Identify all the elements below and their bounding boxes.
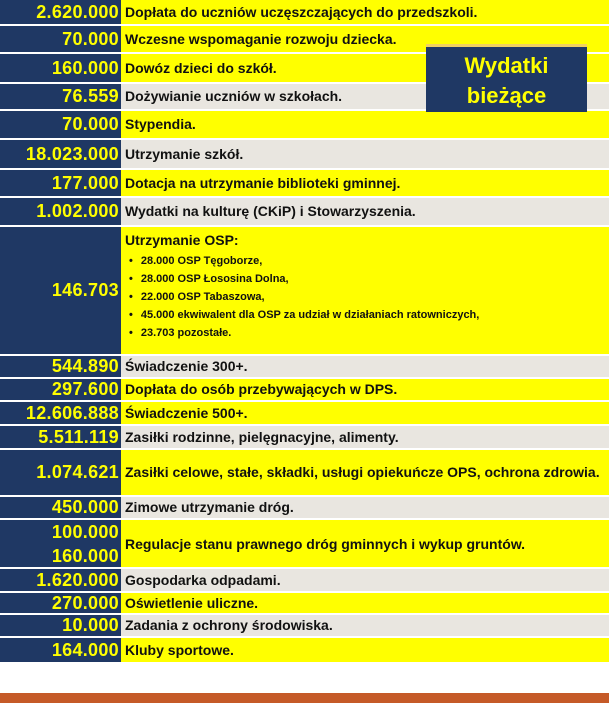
amount-cell xyxy=(0,615,121,636)
table-row xyxy=(0,0,609,26)
table-row xyxy=(0,638,609,664)
description-cell xyxy=(121,111,609,138)
description-cell xyxy=(121,170,609,196)
amount-value: 450.000 xyxy=(51,497,119,517)
description-text: Wydatki na kulturę (CKiP) i Stowarzyszenia. xyxy=(125,203,416,219)
table-row xyxy=(0,379,609,402)
description-text: Świadczenie 300+. xyxy=(125,358,248,374)
badge-line-1: Wydatki xyxy=(464,53,549,78)
sub-list-item: • 28.000 OSP Łososina Dolna, xyxy=(125,270,609,288)
table-row xyxy=(0,170,609,198)
amount-value: 70.000 xyxy=(62,28,119,49)
amount-cell xyxy=(0,569,121,591)
amount-cell xyxy=(0,0,121,24)
description-cell xyxy=(121,140,609,168)
description-text: Oświetlenie uliczne. xyxy=(125,594,259,611)
amount-cell xyxy=(0,497,121,518)
amount-cell xyxy=(0,426,121,448)
table-row xyxy=(0,593,609,615)
amount-value: 1.074.621 xyxy=(36,462,119,482)
description-cell xyxy=(121,0,609,24)
table-row xyxy=(0,111,609,140)
description-text: Dożywianie uczniów w szkołach. xyxy=(125,88,343,104)
amount-value: 177.000 xyxy=(51,172,119,193)
description-cell xyxy=(121,426,609,448)
description-text: Kluby sportowe. xyxy=(125,641,234,658)
description-text: Gospodarka odpadami. xyxy=(125,571,281,588)
description-text: Dopłata do osób przebywających w DPS. xyxy=(125,381,398,397)
amount-value: 544.890 xyxy=(51,356,119,376)
sub-list-item: • 23.703 pozostałe. xyxy=(125,324,609,342)
amount-value: 1.620.000 xyxy=(36,569,119,590)
amount-cell xyxy=(0,638,121,662)
amount-value: 10.000 xyxy=(62,615,119,635)
description-cell xyxy=(121,497,609,518)
description-cell xyxy=(121,638,609,662)
description-text: Dotacja na utrzymanie biblioteki gminnej. xyxy=(125,174,401,191)
amount-cell xyxy=(0,450,121,495)
table-row xyxy=(0,497,609,520)
amount-cell xyxy=(0,227,121,354)
sub-list-item: • 45.000 ekwiwalent dla OSP za udział w działaniach ratowniczych, xyxy=(125,306,609,324)
description-cell xyxy=(121,402,609,424)
amount-cell xyxy=(0,198,121,225)
amount-value: 297.600 xyxy=(51,379,119,399)
description-text: Zasiłki celowe, stałe, składki, usługi opiekuńcze OPS, ochrona zdrowia. xyxy=(125,464,600,480)
table-row xyxy=(0,140,609,170)
table-row xyxy=(0,402,609,426)
amount-value: 12.606.888 xyxy=(25,402,119,423)
description-cell xyxy=(121,379,609,400)
description-text: Regulacje stanu prawnego dróg gminnych i wykup gruntów. xyxy=(125,535,526,552)
table-row xyxy=(0,450,609,497)
description-text: Utrzymanie szkół. xyxy=(125,145,244,162)
table-row xyxy=(0,356,609,379)
description-text: Zimowe utrzymanie dróg. xyxy=(125,499,294,515)
description-text: Zadania z ochrony środowiska. xyxy=(125,617,333,633)
amount-value: 164.000 xyxy=(51,639,119,660)
amount-cell xyxy=(0,170,121,196)
table-row xyxy=(0,198,609,227)
amount-value: 146.703 xyxy=(51,280,119,300)
amount-cell xyxy=(0,54,121,82)
amount-cell xyxy=(0,379,121,400)
amount-value: 76.559 xyxy=(62,86,119,106)
amount-cell xyxy=(0,520,121,567)
description-cell xyxy=(121,569,609,591)
sub-list-item: • 28.000 OSP Tęgoborze, xyxy=(125,252,609,270)
amount-cell xyxy=(0,356,121,377)
description-text: Dowóz dzieci do szkół. xyxy=(125,59,277,76)
footer-bar xyxy=(0,693,609,703)
amount-cell xyxy=(0,140,121,168)
amount-cell xyxy=(0,26,121,52)
amount-value: 160.000 xyxy=(51,57,119,78)
amount-value: 18.023.000 xyxy=(25,143,119,164)
description-cell xyxy=(121,356,609,377)
amount-cell xyxy=(0,84,121,109)
table-row xyxy=(0,520,609,569)
table-row xyxy=(0,227,609,356)
sub-list-item: • 22.000 OSP Tabaszowa, xyxy=(125,288,609,306)
amount-value: 5.511.119 xyxy=(38,426,119,447)
title-badge xyxy=(426,44,587,112)
description-text: Stypendia. xyxy=(125,116,196,132)
description-cell xyxy=(121,450,609,495)
description-text: Świadczenie 500+. xyxy=(125,404,248,421)
description-text: Utrzymanie OSP: xyxy=(125,232,239,248)
description-text: Wczesne wspomaganie rozwoju dziecka. xyxy=(125,30,397,47)
amount-value-2: 160.000 xyxy=(51,545,119,566)
description-cell xyxy=(121,520,609,567)
amount-cell xyxy=(0,593,121,613)
amount-value: 100.000 xyxy=(51,521,119,542)
table-row xyxy=(0,569,609,593)
description-text: Dopłata do uczniów uczęszczających do przedszkoli. xyxy=(125,3,478,20)
amount-cell xyxy=(0,111,121,138)
amount-value: 270.000 xyxy=(51,592,119,613)
description-cell xyxy=(121,593,609,613)
amount-value: 70.000 xyxy=(62,114,119,134)
table-row xyxy=(0,615,609,638)
amount-cell xyxy=(0,402,121,424)
table-row xyxy=(0,426,609,450)
badge-line-2: bieżące xyxy=(466,83,547,108)
description-cell xyxy=(121,227,609,354)
sub-list xyxy=(125,252,609,342)
amount-value: 2.620.000 xyxy=(36,1,119,22)
description-cell xyxy=(121,198,609,225)
amount-value: 1.002.000 xyxy=(36,201,119,221)
description-text: Zasiłki rodzinne, pielęgnacyjne, alimenty. xyxy=(125,428,399,445)
description-cell xyxy=(121,615,609,636)
